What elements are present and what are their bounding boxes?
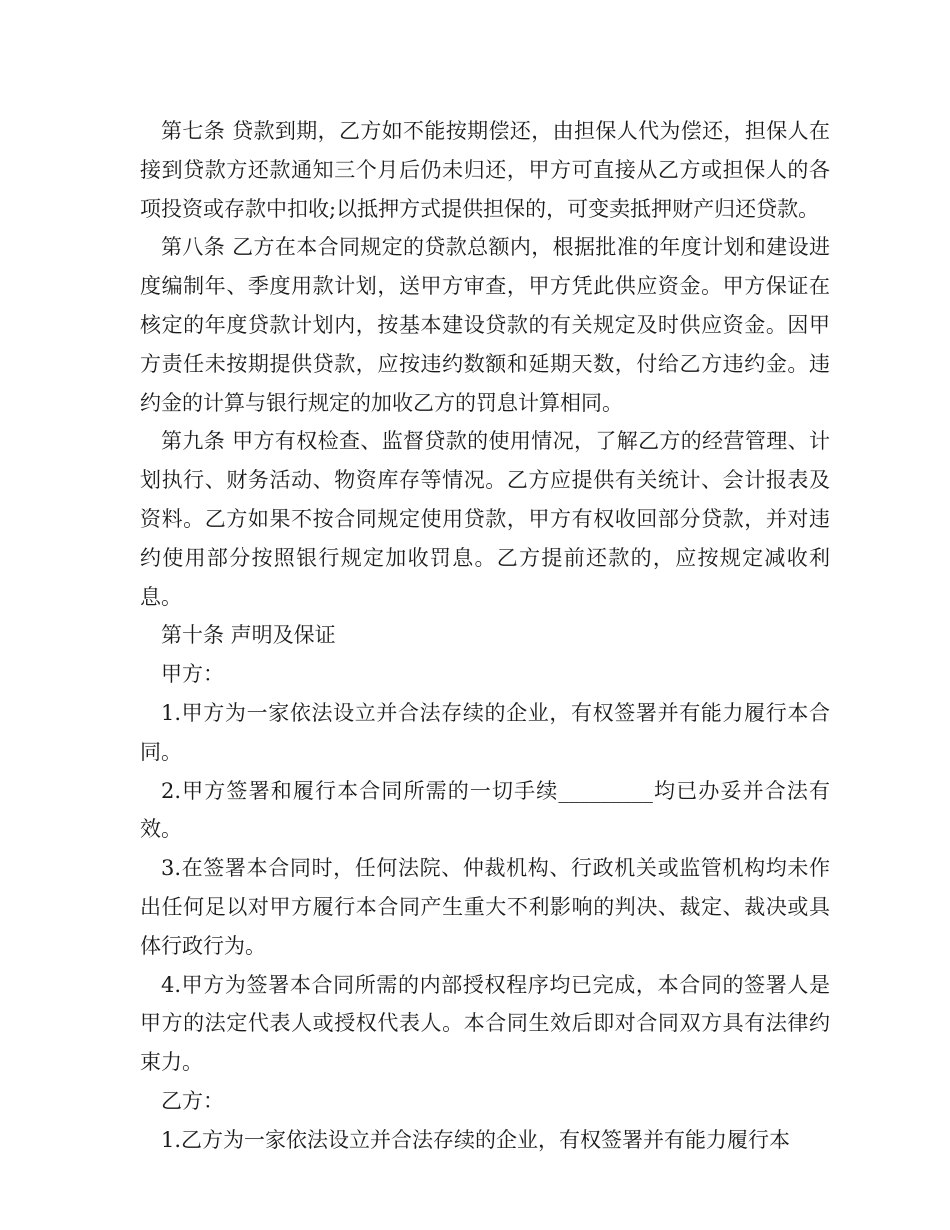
article-8-paragraph: 第八条 乙方在本合同规定的贷款总额内，根据批准的年度计划和建设进度编制年、季度用款计划，送甲方审查，甲方凭此供应资金。甲方保证在核定的年度贷款计划内，按基本建设贷款的有关规定及时供应资金。因甲方责任未按期提供贷款，应按违约数额和延期天数，付给乙方违约金。违约金的计算与银行规定的加收乙方的罚息计算相同。 <box>140 235 830 415</box>
party-a-heading: 甲方： <box>161 662 224 687</box>
article-9-paragraph: 第九条 甲方有权检查、监督贷款的使用情况，了解乙方的经营管理、计划执行、财务活动、物资库存等情况。乙方应提供有关统计、会计报表及资料。乙方如果不按合同规定使用贷款，甲方有权收回部分贷款，并对违约使用部分按照银行规定加收罚息。乙方提前还款的，应按规定减收利息。 <box>140 429 830 609</box>
party-a-clause-4: 4.甲方为签署本合同所需的内部授权程序均已完成，本合同的签署人是甲方的法定代表人或授权代表人。本合同生效后即对合同双方具有法律约束力。 <box>140 972 830 1075</box>
party-a-clause-3: 3.在签署本合同时，任何法院、仲裁机构、行政机关或监管机构均未作出任何足以对甲方履行本合同产生重大不利影响的判决、裁定、裁决或具体行政行为。 <box>140 856 830 958</box>
document-body <box>140 112 830 1160</box>
party-b-heading: 乙方： <box>161 1088 224 1113</box>
party-b-clause-1: 1.乙方为一家依法设立并合法存续的企业，有权签署并有能力履行本 <box>161 1127 791 1152</box>
party-a-clause-1: 1.甲方为一家依法设立并合法存续的企业，有权签署并有能力履行本合同。 <box>140 700 830 764</box>
article-7-paragraph: 第七条 贷款到期，乙方如不能按期偿还，由担保人代为偿还，担保人在接到贷款方还款通知三个月后仍未归还，甲方可直接从乙方或担保人的各项投资或存款中扣收;以抵押方式提供担保的，可变卖抵押财产归还贷款。 <box>140 119 830 221</box>
article-10-heading: 第十条 声明及保证 <box>161 623 336 648</box>
party-a-clause-2: 2.甲方签署和履行本合同所需的一切手续_________均已办妥并合法有效。 <box>140 778 830 842</box>
